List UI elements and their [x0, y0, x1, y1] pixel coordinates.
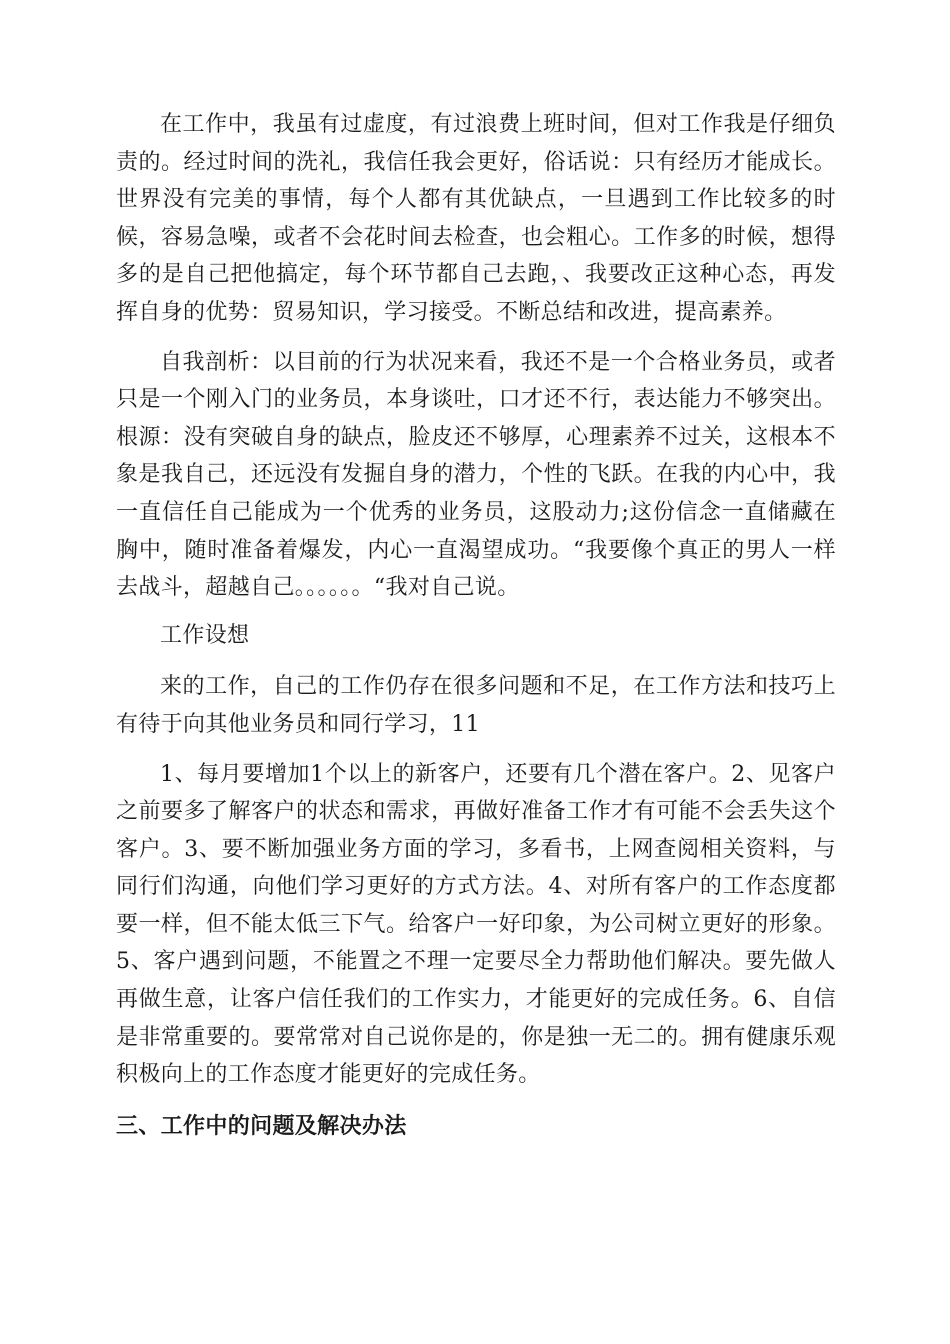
- section-heading: 三、工作中的问题及解决办法: [116, 1112, 407, 1139]
- subheading-work-plan: 工作设想: [160, 622, 250, 648]
- document-page: [116, 106, 836, 1145]
- paragraph-work-attitude: 在工作中，我虽有过虚度，有过浪费上班时间，但对工作我是仔细负责的。经过时间的洗礼，我信任我会更好，俗话说：只有经历才能成长。世界没有完美的事情，每个人都有其优缺点，一旦遇到工作比较多的时候，容易急噪，或者不会花时间去检查，也会粗心。工作多的时候，想得多的是自己把他搞定，每个环节都自己去跑，、我要改正这种心态，再发挥自身的优势：贸易知识，学习接受。不断总结和改进，提高素养。: [116, 112, 836, 325]
- paragraph-self-analysis: 自我剖析：以目前的行为状况来看，我还不是一个合格业务员，或者只是一个刚入门的业务员，本身谈吐，口才还不行，表达能力不够突出。根源：没有突破自身的缺点，脸皮还不够厚，心理素养不过关，这根本不象是我自己，还远没有发掘自身的潜力，个性的飞跃。在我的内心中，我一直信任自己能成为一个优秀的业务员，这股动力;这份信念一直储藏在胸中，随时准备着爆发，内心一直渴望成功。“我要像个真正的男人一样去战斗，超越自己。。。。。。“我对自己说。: [116, 349, 836, 601]
- paragraph-plan-list: 1、每月要增加1个以上的新客户，还要有几个潜在客户。2、见客户之前要多了解客户的状态和需求，再做好准备工作才有可能不会丢失这个客户。3、要不断加强业务方面的学习，多看书，上网查阅相关资料，与同行们沟通，向他们学习更好的方式方法。4、对所有客户的工作态度都要一样，但不能太低三下气。给客户一好印象，为公司树立更好的形象。5、客户遇到问题，不能置之不理一定要尽全力帮助他们解决。要先做人再做生意，让客户信任我们的工作实力，才能更好的完成任务。6、自信是非常重要的。要常常对自己说你是的，你是独一无二的。拥有健康乐观积极向上的工作态度才能更好的完成任务。: [116, 761, 836, 1088]
- paragraph-future-work: 来的工作，自己的工作仍存在很多问题和不足，在工作方法和技巧上有待于向其他业务员和同行学习，11: [116, 674, 836, 737]
